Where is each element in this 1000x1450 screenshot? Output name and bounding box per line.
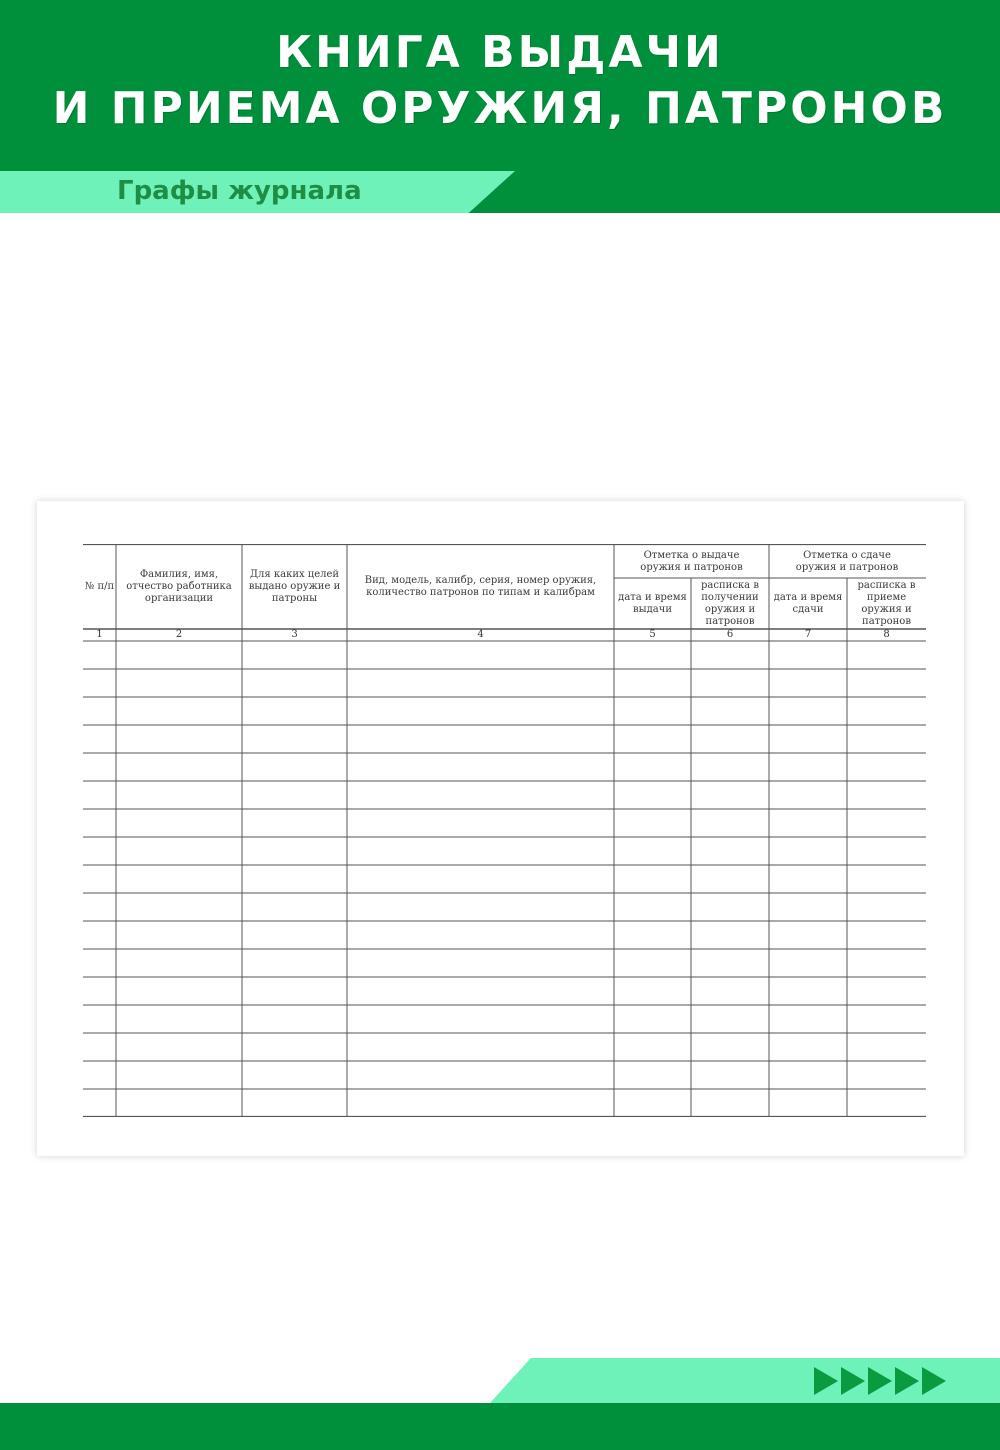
- col-header-issue-datetime: дата и время выдачи: [618, 591, 687, 615]
- title-line-2: И ПРИЕМА ОРУЖИЯ, ПАТРОНОВ: [52, 83, 948, 134]
- arrow-right-icon: [895, 1367, 919, 1395]
- col-header-issue-receipt: расписка в получении оружия и патронов: [701, 579, 759, 627]
- arrow-right-icon: [814, 1367, 838, 1395]
- col-number-6: 6: [726, 629, 734, 640]
- title-line-1: КНИГА ВЫДАЧИ: [276, 27, 724, 78]
- col-header-name: Фамилия, имя, отчество работника организации: [126, 568, 232, 604]
- col-header-weapon: Вид, модель, калибр, серия, номер оружия, количество патронов по типам и калибрам: [364, 574, 597, 598]
- group-header-issue: Отметка о выдаче оружия и патронов: [640, 550, 743, 573]
- col-number-5: 5: [649, 629, 656, 640]
- col-number-2: 2: [175, 629, 183, 640]
- arrow-right-icon: [868, 1367, 892, 1395]
- col-number-8: 8: [883, 629, 890, 640]
- arrow-right-icon: [841, 1367, 865, 1395]
- arrow-right-icon: [922, 1367, 946, 1395]
- col-header-return-receipt: расписка в приеме оружия и патронов: [857, 579, 916, 627]
- subtitle: Графы журнала: [117, 176, 362, 206]
- arrows-decoration: [814, 1367, 954, 1397]
- footer-bar: [0, 1403, 1000, 1450]
- col-number-3: 3: [291, 629, 298, 640]
- col-number-7: 7: [804, 629, 812, 640]
- group-header-return: Отметка о сдаче оружия и патронов: [795, 550, 899, 573]
- page-title: [0, 25, 1000, 137]
- col-number-1: 1: [96, 629, 103, 640]
- col-header-purpose: Для каких целей выдано оружие и патроны: [248, 568, 341, 604]
- col-header-return-datetime: дата и время сдачи: [773, 591, 843, 615]
- col-header-number: № п/п: [84, 580, 115, 592]
- journal-table: [83, 544, 926, 1117]
- col-number-4: 4: [477, 629, 484, 640]
